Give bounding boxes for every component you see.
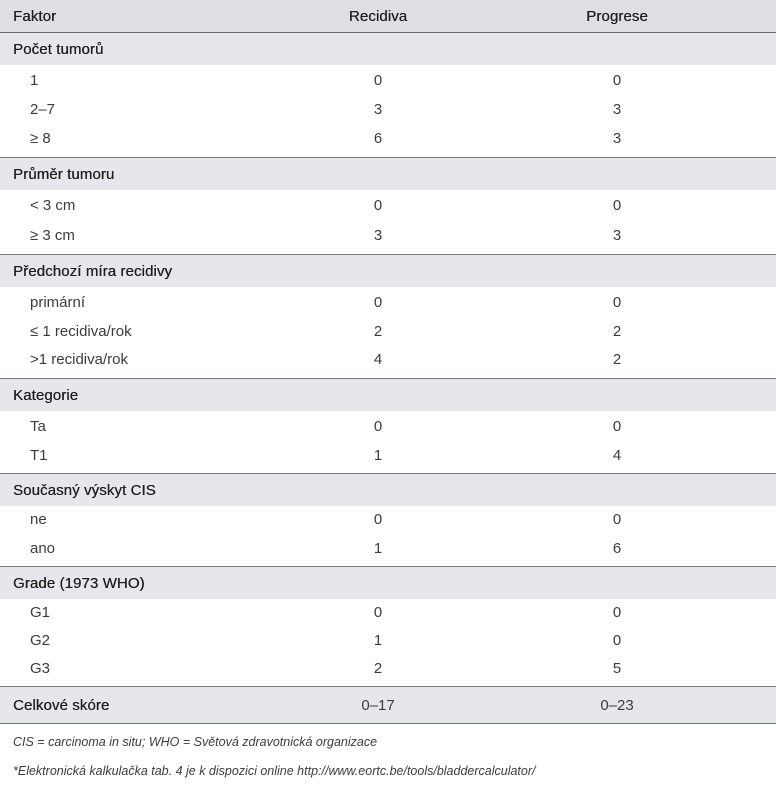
group-grade — [0, 567, 776, 687]
table-row: ≤ 1 recidiva/rok 2 2 — [30, 322, 622, 340]
abbreviations-note: CIS = carcinoma in situ; WHO = Světová zdravotnická organizace — [13, 735, 378, 749]
header-factor: Faktor — [13, 7, 57, 25]
table-row: ne 0 0 — [30, 510, 622, 528]
table-row: Ta 0 0 — [30, 417, 622, 435]
group-prior-recurrence-rate — [0, 255, 776, 379]
total-progression: 0–23 — [600, 696, 634, 714]
table-row: G2 1 0 — [30, 631, 622, 649]
header-recurrence: Recidiva — [348, 7, 408, 25]
group-concurrent-cis — [0, 474, 776, 567]
table-row: < 3 cm 0 0 — [30, 196, 622, 214]
table-row: 2–7 3 3 — [30, 100, 622, 118]
total-recurrence: 0–17 — [361, 696, 395, 714]
group-category — [0, 379, 776, 474]
table-row: primární 0 0 — [30, 293, 622, 311]
group-tumor-count — [0, 33, 776, 158]
group-title: Současný výskyt CIS — [13, 481, 156, 499]
table-row: 1 0 0 — [30, 71, 622, 89]
calculator-note: *Elektronická kalkulačka tab. 4 je k dispozici online http://www.eortc.be/tools/bladdercalculator/ — [13, 764, 536, 778]
table-header — [0, 0, 776, 33]
table-row: G1 0 0 — [30, 603, 622, 621]
table-row: >1 recidiva/rok 4 2 — [30, 350, 622, 368]
table-row: ≥ 3 cm 3 3 — [30, 226, 622, 244]
table-row: G3 2 5 — [30, 659, 622, 677]
total-score-row — [0, 687, 776, 724]
group-title: Počet tumorů — [13, 40, 104, 58]
table-row: ano 1 6 — [30, 539, 622, 557]
group-title: Předchozí míra recidivy — [13, 262, 173, 280]
group-title: Kategorie — [13, 386, 79, 404]
group-tumor-diameter — [0, 158, 776, 255]
group-title: Grade (1973 WHO) — [13, 574, 145, 592]
total-label: Celkové skóre — [13, 696, 110, 714]
group-title: Průměr tumoru — [13, 165, 115, 183]
table-row: ≥ 8 6 3 — [30, 129, 622, 147]
header-progression: Progrese — [586, 7, 648, 25]
table-row: T1 1 4 — [30, 446, 622, 464]
